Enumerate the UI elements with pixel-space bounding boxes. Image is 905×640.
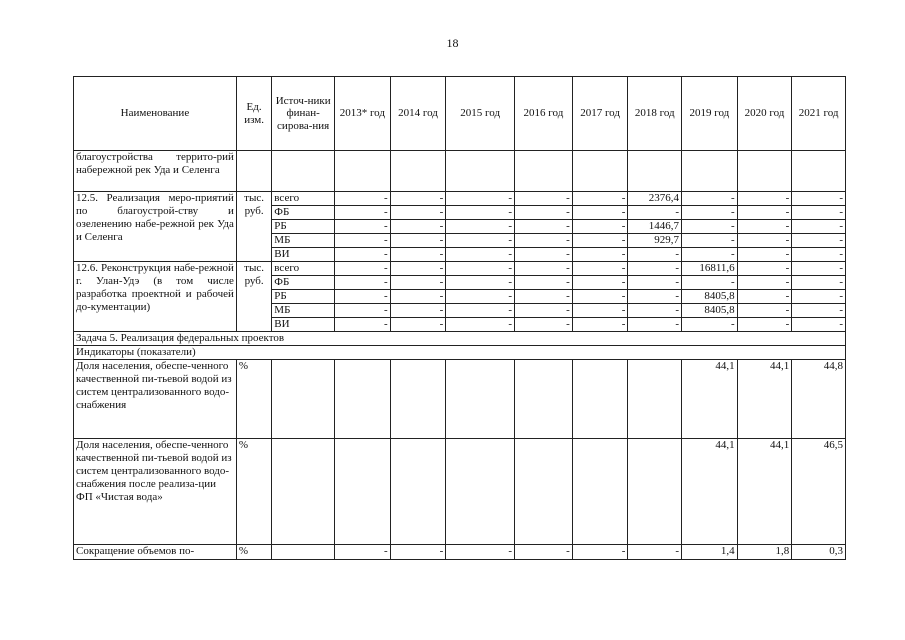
financing-row [74,192,846,206]
funding-value: - [335,304,391,318]
funding-source: МБ [272,234,335,248]
header-year: 2016 год [515,77,573,151]
indicator-value-2019: 44,1 [682,439,738,545]
funding-value: - [682,234,738,248]
funding-value: - [737,192,792,206]
funding-value: - [737,206,792,220]
indicator-row [74,439,846,545]
header-source: Источ-ники финан-сирова-ния [272,77,335,151]
funding-value: - [390,234,446,248]
funding-value: - [682,318,738,332]
program-table [73,76,846,560]
header-year: 2017 год [572,77,628,151]
continuation-name: благоустройства террито-рий набережной рек Уда и Селенга [74,151,237,192]
funding-value: - [792,304,846,318]
indicator-value: 1,8 [737,545,792,560]
indicators-row [74,346,846,360]
funding-value: - [737,318,792,332]
funding-value: - [515,234,573,248]
funding-value: - [737,304,792,318]
funding-value: - [572,276,628,290]
funding-value: - [390,248,446,262]
funding-value: - [335,318,391,332]
funding-value: - [628,304,682,318]
indicators-title: Индикаторы (показатели) [74,346,846,360]
funding-value: - [390,290,446,304]
indicator-name: Доля населения, обеспе-ченного качественной пи-тьевой водой из систем централизованного водо-снабжения после реализа-ции ФП «Чистая вода» [74,439,237,545]
funding-value: - [335,262,391,276]
indicator-name: Сокращение объемов по- [74,545,237,560]
funding-value: - [572,192,628,206]
item-12-6-group [74,262,846,332]
funding-value: - [335,248,391,262]
funding-source: ФБ [272,206,335,220]
funding-value: - [792,248,846,262]
indicator-value: 0,3 [792,545,846,560]
indicator-unit: % [236,545,271,560]
funding-source: РБ [272,290,335,304]
funding-value: 2376,4 [628,192,682,206]
measure-unit: тыс. руб. [236,192,271,262]
funding-value: - [572,248,628,262]
measure-unit: тыс. руб. [236,262,271,332]
indicator-row [74,360,846,439]
funding-value: - [792,234,846,248]
indicator-unit: % [236,360,271,439]
header-year: 2019 год [682,77,738,151]
funding-value: - [682,220,738,234]
funding-value: - [390,304,446,318]
funding-value: - [446,304,515,318]
funding-value: - [446,248,515,262]
funding-value: - [792,192,846,206]
indicator-value: - [335,545,391,560]
funding-source: РБ [272,220,335,234]
header-year: 2021 год [792,77,846,151]
indicator-value-2020: 44,1 [737,439,792,545]
funding-value: - [682,276,738,290]
funding-value: 8405,8 [682,304,738,318]
funding-value: 1446,7 [628,220,682,234]
task-title: Задача 5. Реализация федеральных проектов [74,332,846,346]
funding-value: - [335,276,391,290]
funding-source: ФБ [272,276,335,290]
funding-value: - [446,318,515,332]
funding-value: 8405,8 [682,290,738,304]
funding-value: - [446,220,515,234]
funding-value: - [737,276,792,290]
indicator-value-2020: 44,1 [737,360,792,439]
funding-value: - [515,276,573,290]
funding-value: - [628,290,682,304]
indicator-unit: % [236,439,271,545]
funding-value: - [572,220,628,234]
funding-value: - [335,290,391,304]
page-number: 18 [446,36,459,50]
funding-value: - [628,276,682,290]
funding-value: 929,7 [628,234,682,248]
funding-value: - [737,234,792,248]
funding-value: - [737,248,792,262]
funding-value: - [390,192,446,206]
indicator-value-2021: 46,5 [792,439,846,545]
header-year: 2014 год [390,77,446,151]
funding-value: - [515,304,573,318]
funding-value: - [628,262,682,276]
funding-value: - [335,220,391,234]
funding-value: - [792,318,846,332]
header-year: 2020 год [737,77,792,151]
measure-name: 12.5. Реализация меро-приятий по благоустрой-ству и озеленению набе-режной рек Уда и Селенга [74,192,237,262]
funding-value: - [628,318,682,332]
funding-value: - [515,220,573,234]
indicator-value-2021: 44,8 [792,360,846,439]
header-name: Наименование [74,77,237,151]
funding-value: - [390,206,446,220]
indicator-value: - [515,545,573,560]
funding-value: - [792,276,846,290]
funding-value: - [515,206,573,220]
measure-name: 12.6. Реконструкция набе-режной г. Улан-Удэ (в том числе разработка проектной и рабочей до-кументации) [74,262,237,332]
funding-value: - [737,220,792,234]
funding-value: - [572,234,628,248]
indicator-value: - [572,545,628,560]
funding-value: - [515,192,573,206]
funding-value: - [628,206,682,220]
header-unit: Ед. изм. [236,77,271,151]
funding-value: - [446,276,515,290]
indicator-value: - [628,545,682,560]
funding-value: - [390,262,446,276]
funding-value: - [446,262,515,276]
indicator-name: Доля населения, обеспе-ченного качественной пи-тьевой водой из систем централизованного водо-снабжения [74,360,237,439]
funding-value: - [335,192,391,206]
funding-value: - [572,206,628,220]
funding-value: - [682,248,738,262]
continuation-row [74,151,846,192]
indicator-row [74,545,846,560]
funding-value: - [446,234,515,248]
funding-value: - [682,206,738,220]
funding-value: - [446,290,515,304]
funding-value: - [792,220,846,234]
funding-value: - [792,206,846,220]
funding-source: всего [272,262,335,276]
header-year: 2015 год [446,77,515,151]
indicator-value: - [446,545,515,560]
funding-value: - [335,206,391,220]
funding-value: - [515,262,573,276]
funding-value: - [515,290,573,304]
funding-value: - [446,206,515,220]
funding-value: - [792,290,846,304]
funding-source: ВИ [272,318,335,332]
funding-value: - [572,318,628,332]
funding-value: - [390,318,446,332]
funding-value: - [572,304,628,318]
funding-value: - [515,318,573,332]
funding-value: - [446,192,515,206]
indicator-value-2019: 44,1 [682,360,738,439]
task-row [74,332,846,346]
funding-source: всего [272,192,335,206]
funding-value: - [390,276,446,290]
header-year: 2013* год [335,77,391,151]
funding-source: МБ [272,304,335,318]
funding-value: - [792,262,846,276]
funding-value: - [390,220,446,234]
funding-value: 16811,6 [682,262,738,276]
funding-source: ВИ [272,248,335,262]
header-row [74,77,846,151]
funding-value: - [737,290,792,304]
financing-row [74,262,846,276]
header-year: 2018 год [628,77,682,151]
funding-value: - [572,262,628,276]
funding-value: - [515,248,573,262]
funding-value: - [572,290,628,304]
funding-value: - [335,234,391,248]
funding-value: - [682,192,738,206]
indicator-value: 1,4 [682,545,738,560]
funding-value: - [628,248,682,262]
item-12-5-group [74,192,846,262]
funding-value: - [737,262,792,276]
indicator-value: - [390,545,446,560]
